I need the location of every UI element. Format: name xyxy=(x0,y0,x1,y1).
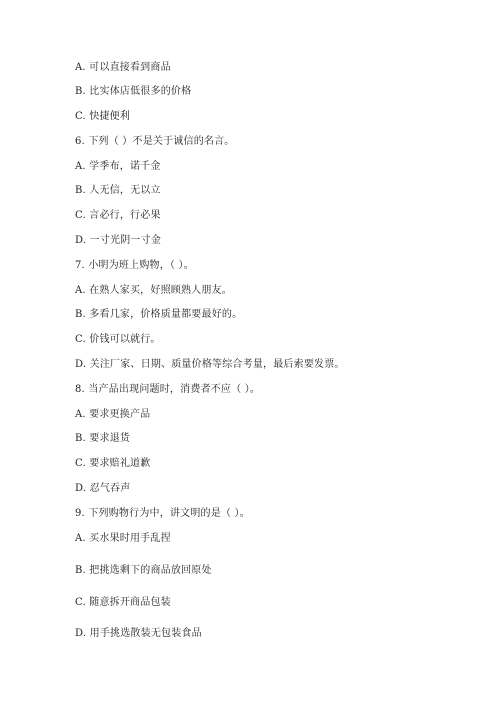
option-8b: B. 要求退货 xyxy=(75,433,131,444)
option-9b: B. 把挑选剩下的商品放回原处 xyxy=(75,565,212,576)
option-7a: A. 在熟人家买，好照顾熟人朋友。 xyxy=(75,285,232,296)
question-9: 9. 下列购物行为中，讲文明的是（ ）。 xyxy=(75,508,250,519)
option-5b: B. 比实体店低很多的价格 xyxy=(75,86,192,97)
option-8c: C. 要求赔礼道歉 xyxy=(75,458,151,469)
question-7: 7. 小明为班上购物，（ ）。 xyxy=(75,260,194,271)
option-9c: C. 随意拆开商品包装 xyxy=(75,597,171,608)
option-7c: C. 价钱可以就行。 xyxy=(75,334,161,345)
question-6: 6. 下列（ ）不是关于诚信的名言。 xyxy=(75,136,235,147)
option-7b: B. 多看几家，价格质量都要最好的。 xyxy=(75,309,243,320)
question-8: 8. 当产品出现问题时，消费者不应（ ）。 xyxy=(75,384,261,395)
option-7d: D. 关注厂家、日期、质量价格等综合考量，最后索要发票。 xyxy=(75,359,345,370)
option-9d: D. 用手挑选散装无包装食品 xyxy=(75,628,202,639)
option-6d: D. 一寸光阴一寸金 xyxy=(75,235,162,246)
option-8d: D. 忍气吞声 xyxy=(75,483,131,494)
option-6c: C. 言必行，行必果 xyxy=(75,210,161,221)
option-9a: A. 买水果时用手乱捏 xyxy=(75,533,171,544)
option-6a: A. 学季布，诺千金 xyxy=(75,161,161,172)
option-8a: A. 要求更换产品 xyxy=(75,409,151,420)
option-5a: A. 可以直接看到商品 xyxy=(75,62,171,73)
option-5c: C. 快捷便利 xyxy=(75,111,131,122)
option-6b: B. 人无信，无以立 xyxy=(75,185,161,196)
